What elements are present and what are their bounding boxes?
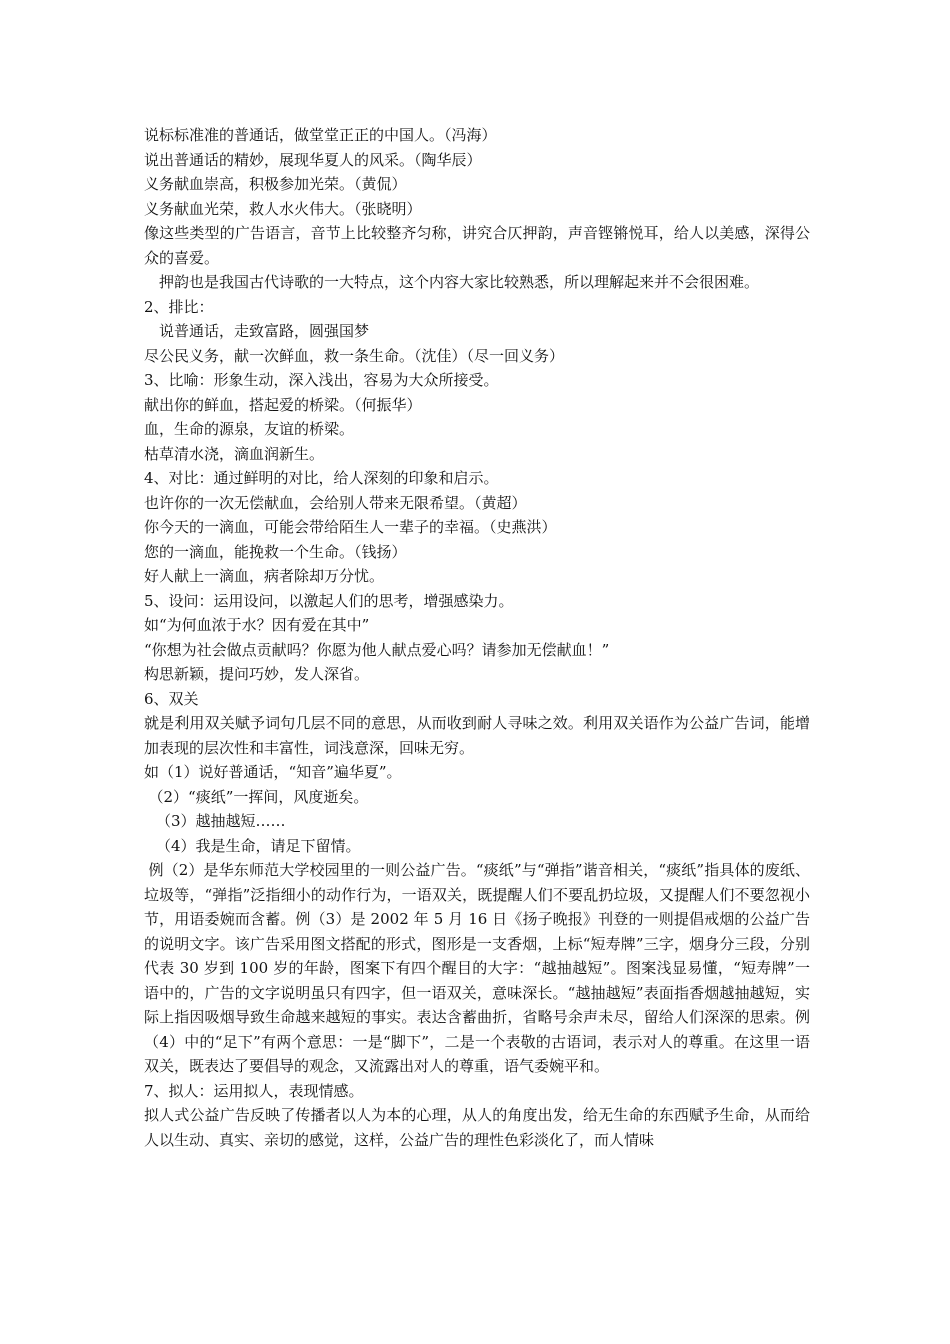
text-line: 3、比喻：形象生动，深入浅出，容易为大众所接受。 [144, 371, 499, 389]
text-line: 构思新颖，提问巧妙，发人深省。 [144, 665, 370, 683]
text-line: 血，生命的源泉，友谊的桥梁。 [144, 420, 355, 438]
text-line: 6、双关 [144, 689, 199, 708]
text-line: 尽公民义务，献一次鲜血，救一条生命。（沈佳）（尽一回义务） [144, 346, 565, 365]
text-line: 说出普通话的精妙，展现华夏人的风采。（陶华辰） [144, 150, 482, 169]
text-line: 如“为何血浓于水？因有爱在其中” [144, 616, 370, 634]
paragraph: 例（2）是华东师范大学校园里的一则公益广告。“痰纸”与“弹指”谐音相关，“痰纸”指具体的废纸、垃圾等，“弹指”泛指细小的动作行为，一语双关，既提醒人们不要乱扔垃圾，又提醒人们不要忽视小节，用语委婉而含蓄。例（3）是 2002 年 5 月 16 日《扬子晚报》刊登的一则提倡戒烟的公益广告的说明文字。该广告采用图文搭配的形式，图形是一支香烟，上标“短寿牌”三字，烟身分三段，分别代表 30 岁到 100 岁的年龄，图案下有四个醒目的大字：“越抽越短”。图案浅显易懂，“短寿牌”一语中的，广告的文字说明虽只有四字，但一语双关，意味深长。“越抽越短”表面指香烟越抽越短，实际上指因吸烟导致生命越来越短的事实。表达含蓄曲折，省略号余声未尽，留给人们深深的思索。例（4）中的“足下”有两个意思：一是“脚下”，二是一个表敬的古语词，表示对人的尊重。在这里一语双关，既表达了要倡导的观念，又流露出对人的尊重，语气委婉平和。 [144, 861, 810, 1075]
text-line: 枯草清水浇，滴血润新生。 [144, 444, 325, 463]
paragraph: 就是利用双关赋予词句几层不同的意思，从而收到耐人寻味之效。利用双关语作为公益广告词，能增加表现的层次性和丰富性，词浅意深，回味无穷。 [144, 714, 810, 757]
text-line: 你今天的一滴血，可能会带给陌生人一辈子的幸福。（史燕洪） [144, 518, 557, 536]
text-line: 献出你的鲜血，搭起爱的桥梁。（何振华） [144, 395, 422, 414]
text-line: （3）越抽越短…… [156, 812, 286, 830]
text-line: 2、排比： [144, 297, 214, 316]
text-line: 如（1）说好普通话，“知音”遍华夏”。 [144, 763, 402, 781]
text-line: 您的一滴血，能挽救一个生命。（钱扬） [144, 542, 407, 561]
text-line: 义务献血崇高，积极参加光荣。（黄侃） [144, 175, 407, 193]
text-line: 说普通话，走致富路，圆强国梦 [159, 322, 370, 340]
document-body [144, 123, 810, 1152]
text-line: 也许你的一次无偿献血，会给别人带来无限希望。（黄超） [144, 493, 527, 512]
text-line: 5、设问：运用设问，以激起人们的思考，增强感染力。 [144, 591, 514, 610]
paragraph: 像这些类型的广告语言，音节上比较整齐匀称，讲究合仄押韵，声音铿锵悦耳，给人以美感，深得公众的喜爱。 [144, 224, 810, 267]
text-line: 好人献上一滴血，病者除却万分忧。 [144, 567, 385, 585]
text-line: 义务献血光荣，救人水火伟大。（张晓明） [144, 199, 422, 218]
text-line: 4、对比：通过鲜明的对比，给人深刻的印象和启示。 [144, 469, 499, 487]
paragraph: 押韵也是我国古代诗歌的一大特点，这个内容大家比较熟悉，所以理解起来并不会很困难。 [159, 273, 760, 291]
text-line: 说标标准准的普通话，做堂堂正正的中国人。（冯海） [144, 126, 497, 144]
text-line: （4）我是生命，请足下留情。 [156, 836, 361, 855]
text-line: （2）“痰纸”一挥间，风度逝矣。 [148, 787, 369, 806]
paragraph: 拟人式公益广告反映了传播者以人为本的心理，从人的角度出发，给无生命的东西赋予生命，从而给人以生动、真实、亲切的感觉，这样，公益广告的理性色彩淡化了，而人情味 [144, 1106, 810, 1149]
text-line: 7、拟人：运用拟人，表现情感。 [144, 1081, 364, 1100]
text-line: “你想为社会做点贡献吗？你愿为他人献点爱心吗？请参加无偿献血！” [144, 640, 610, 659]
